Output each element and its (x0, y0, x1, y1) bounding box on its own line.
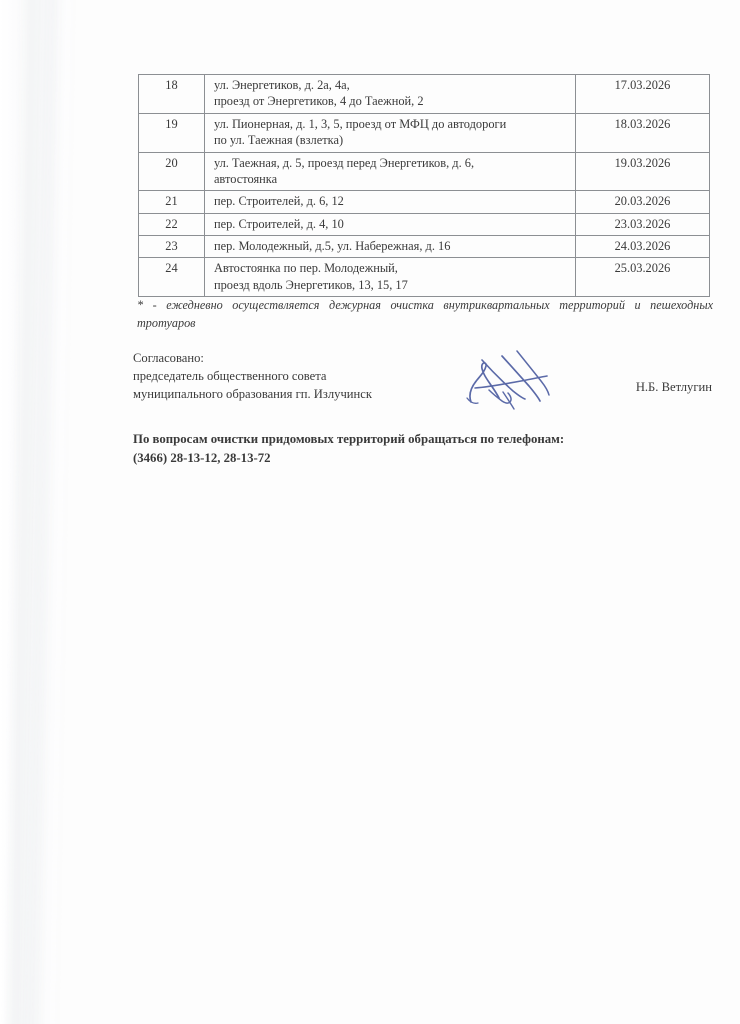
table-row (139, 258, 710, 297)
row-address-cell (204, 258, 575, 297)
row-address-cell (204, 75, 575, 114)
row-date-cell: 25.03.2026 (575, 258, 709, 297)
address-line: пер. Молодежный, д.5, ул. Набережная, д. 16 (213, 239, 451, 253)
table-row (139, 236, 710, 258)
row-date-cell: 19.03.2026 (575, 152, 709, 191)
row-date-cell: 23.03.2026 (575, 213, 709, 235)
table-row (139, 191, 710, 213)
contacts-phone-numbers: (3466) 28-13-12, 28-13-72 (133, 450, 271, 465)
row-address-cell (204, 236, 575, 258)
row-number-cell: 18 (139, 75, 205, 114)
table-row (139, 213, 710, 235)
footnote-daily-cleaning (137, 297, 713, 332)
address-line: ул. Энергетиков, д. 2а, 4а, (213, 78, 350, 92)
row-number-cell: 20 (139, 152, 205, 191)
contacts-block (133, 430, 564, 468)
row-address-cell (204, 191, 575, 213)
row-date-cell: 18.03.2026 (575, 113, 709, 152)
handwritten-signature (455, 346, 565, 412)
row-date-cell: 20.03.2026 (575, 191, 709, 213)
scan-page-curl-shadow-secondary (19, 0, 66, 1024)
schedule-table-body (139, 75, 710, 297)
row-address-cell (204, 213, 575, 235)
row-number-cell: 23 (139, 236, 205, 258)
table-row (139, 113, 710, 152)
approval-heading: Согласовано: (133, 351, 204, 365)
address-line: автостоянка (213, 171, 278, 186)
signer-name: Н.Б. Ветлугин (635, 380, 712, 394)
approval-block (133, 349, 372, 403)
address-line: проезд вдоль Энергетиков, 13, 15, 17 (213, 277, 408, 292)
table-row (139, 152, 710, 191)
address-line: пер. Строителей, д. 6, 12 (213, 194, 344, 209)
row-address-cell (204, 152, 575, 191)
address-line: по ул. Таежная (взлетка) (213, 133, 344, 148)
address-line: Автостоянка по пер. Молодежный, (213, 261, 398, 276)
row-address-cell (204, 113, 575, 152)
row-number-cell: 22 (139, 213, 205, 235)
row-date-cell: 17.03.2026 (575, 75, 709, 114)
approval-role-line-2: муниципального образования гп. Излучинск (133, 387, 372, 402)
address-line: проезд от Энергетиков, 4 до Таежной, 2 (213, 94, 424, 109)
address-line: пер. Строителей, д. 4, 10 (213, 216, 344, 231)
contacts-line-1: По вопросам очистки придомовых территорий обращаться по телефонам: (133, 432, 565, 446)
address-line: ул. Пионерная, д. 1, 3, 5, проезд от МФЦ до автодороги (213, 116, 507, 131)
row-number-cell: 19 (139, 113, 205, 152)
table-row (139, 75, 710, 114)
approval-role-line-1: председатель общественного совета (133, 369, 327, 384)
row-date-cell: 24.03.2026 (575, 236, 709, 258)
address-line: ул. Таежная, д. 5, проезд перед Энергетиков, д. 6, (213, 155, 475, 170)
cleaning-schedule-table (138, 74, 710, 297)
scan-left-edge (0, 0, 20, 1024)
scan-page-curl-shadow (1, 0, 78, 1024)
row-number-cell: 24 (139, 258, 205, 297)
row-number-cell: 21 (139, 191, 205, 213)
footnote-text: * - ежедневно осуществляется дежурная очистка внутриквартальных территорий и пешеходных тротуаров (137, 298, 713, 330)
